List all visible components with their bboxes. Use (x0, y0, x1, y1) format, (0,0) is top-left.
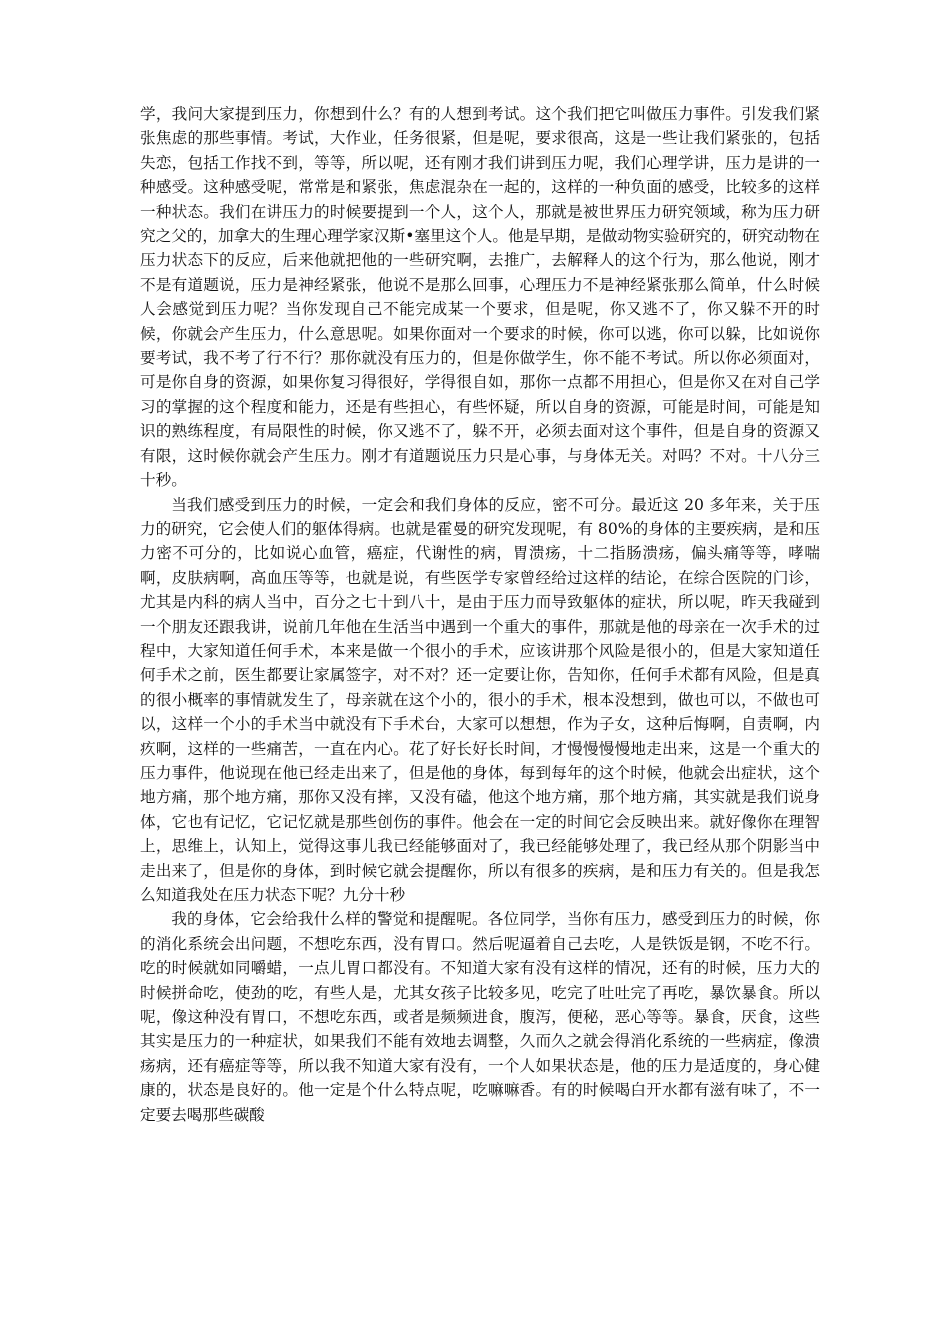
paragraph-1: 学，我问大家提到压力，你想到什么？有的人想到考试。这个我们把它叫做压力事件。引发我们紧张焦虑的那些事情。考试，大作业，任务很紧，但是呢，要求很高，这是一些让我们紧张的，包括失恋，包括工作找不到，等等，所以呢，还有刚才我们讲到压力呢，我们心理学讲，压力是讲的一种感受。这种感受呢，常常是和紧张，焦虑混杂在一起的，这样的一种负面的感受，比较多的这样一种状态。我们在讲压力的时候要提到一个人，这个人，那就是被世界压力研究领域，称为压力研究之父的，加拿大的生理心理学家汉斯•塞里这个人。他是早期，是做动物实验研究的，研究动物在压力状态下的反应，后来他就把他的一些研究啊，去推广，去解释人的这个行为，那么他说，刚才不是有道题说，压力是神经紧张，他说不是那么回事，心理压力不是神经紧张那么简单，什么时候人会感觉到压力呢？当你发现自己不能完成某一个要求，但是呢，你又逃不了，你又躲不开的时候，你就会产生压力，什么意思呢。如果你面对一个要求的时候，你可以逃，你可以躲，比如说你要考试，我不考了行不行？那你就没有压力的，但是你做学生，你不能不考试。所以你必须面对，可是你自身的资源，如果你复习得很好，学得很自如，那你一点都不用担心，但是你又在对自己学习的掌握的这个程度和能力，还是有些担心，有些怀疑，所以自身的资源，可能是时间，可能是知识的熟练程度，有局限性的时候，你又逃不了，躲不开，必须去面对这个事件，但是自身的资源又有限，这时候你就会产生压力。刚才有道题说压力只是心事，与身体无关。对吗？不对。十八分三十秒。 (140, 105, 820, 490)
paragraph-3: 我的身体，它会给我什么样的警觉和提醒呢。各位同学，当你有压力，感受到压力的时候，你的消化系统会出问题，不想吃东西，没有胃口。然后呢逼着自己去吃，人是铁饭是钢，不吃不行。吃的时候就如同嚼蜡，一点儿胃口都没有。不知道大家有没有这样的情况，还有的时候，压力大的时候拼命吃，使劲的吃，有些人是，尤其女孩子比较多见，吃完了吐吐完了再吃，暴饮暴食。所以呢，像这种没有胃口，不想吃东西，或者是频频进食，腹泻，便秘，恶心等等。暴食，厌食，这些其实是压力的一种症状，如果我们不能有效地去调整，久而久之就会得消化系统的一些病症，像溃疡病，还有癌症等等，所以我不知道大家有没有，一个人如果状态是，他的压力是适度的，身心健康的，状态是良好的。他一定是个什么特点呢，吃嘛嘛香。有的时候喝白开水都有滋有味了，不一定要去喝那些碳酸 (140, 910, 820, 1124)
document-body (140, 102, 820, 1127)
paragraph-2: 当我们感受到压力的时候，一定会和我们身体的反应，密不可分。最近这 20 多年来，关于压力的研究，它会使人们的躯体得病。也就是霍曼的研究发现呢，有 80%的身体的主要疾病，是和压力密不可分的，比如说心血管，癌症，代谢性的病，胃溃疡，十二指肠溃疡，偏头痛等等，哮喘啊，皮肤病啊，高血压等等，也就是说，有些医学专家曾经给过这样的结论，在综合医院的门诊，尤其是内科的病人当中，百分之七十到八十，是由于压力而导致躯体的症状，所以呢，昨天我碰到一个朋友还跟我讲，说前几年他在生活当中遇到一个重大的事件，那就是他的母亲在一次手术的过程中，大家知道任何手术，本来是做一个很小的手术，应该讲那个风险是很小的，但是大家知道任何手术之前，医生都要让家属签字，对不对？还一定要让你，告知你，任何手术都有风险，但是真的很小概率的事情就发生了，母亲就在这个小的，很小的手术，根本没想到，做也可以，不做也可以，这样一个小的手术当中就没有下手术台，大家可以想想，作为子女，这种后悔啊，自责啊，内疚啊，这样的一些痛苦，一直在内心。花了好长好长时间，才慢慢慢慢地走出来，这是一个重大的压力事件，他说现在他已经走出来了，但是他的身体，每到每年的这个时候，他就会出症状，这个地方痛，那个地方痛，那你又没有摔，又没有磕，他这个地方痛，那个地方痛，其实就是我们说身体，它也有记忆，它记忆就是那些创伤的事件。他会在一定的时间它会反映出来。就好像你在理智上，思维上，认知上，觉得这事儿我已经能够面对了，我已经能够处理了，我已经从那个阴影当中走出来了，但是你的身体，到时候它就会提醒你，所以有很多的疾病，是和压力有关的。但是我怎么知道我处在压力状态下呢？九分十秒 (140, 495, 820, 904)
